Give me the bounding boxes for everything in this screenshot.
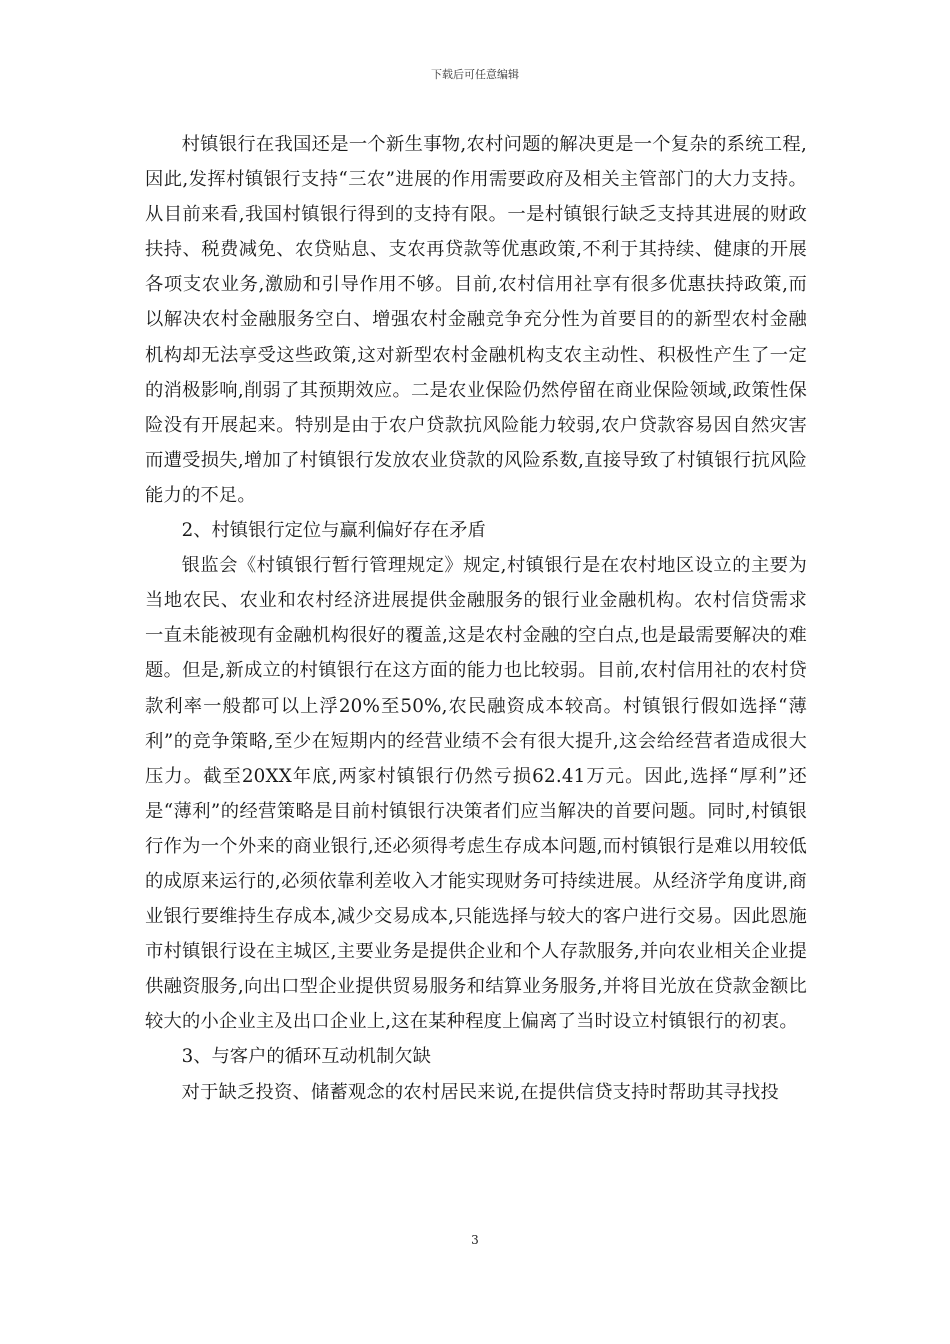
document-body (145, 127, 807, 1110)
paragraph-customer-interaction: 对于缺乏投资、储蓄观念的农村居民来说,在提供信贷支持时帮助其寻找投 (181, 1081, 780, 1103)
page-header: 下载后可任意编辑 (431, 68, 519, 81)
page-number: 3 (471, 1233, 479, 1247)
section-heading-2: 2、村镇银行定位与赢利偏好存在矛盾 (181, 520, 486, 542)
section-heading-3: 3、与客户的循环互动机制欠缺 (181, 1046, 431, 1068)
paragraph-support-issues: 村镇银行在我国还是一个新生事物,农村问题的解决更是一个复杂的系统工程,因此,发挥村镇银行支持“三农”进展的作用需要政府及相关主管部门的大力支持。从目前来看,我国村镇银行得到的支持有限。一是村镇银行缺乏支持其进展的财政扶持、税费减免、农贷贴息、支农再贷款等优惠政策,不利于其持续、健康的开展各项支农业务,激励和引导作用不够。目前,农村信用社享有很多优惠扶持政策,而以解决农村金融服务空白、增强农村金融竞争充分性为首要目的的新型农村金融机构却无法享受这些政策,这对新型农村金融机构支农主动性、积极性产生了一定的消极影响,削弱了其预期效应。二是农业保险仍然停留在商业保险领域,政策性保险没有开展起来。特别是由于农户贷款抗风险能力较弱,农户贷款容易因自然灾害而遭受损失,增加了村镇银行发放农业贷款的风险系数,直接导致了村镇银行抗风险能力的不足。 (145, 134, 807, 506)
paragraph-positioning-conflict: 银监会《村镇银行暂行管理规定》规定,村镇银行是在农村地区设立的主要为当地农民、农业和农村经济进展提供金融服务的银行业金融机构。农村信贷需求一直未能被现有金融机构很好的覆盖,这是农村金融的空白点,也是最需要解决的难题。但是,新成立的村镇银行在这方面的能力也比较弱。目前,农村信用社的农村贷款利率一般都可以上浮20%至50%,农民融资成本较高。村镇银行假如选择“薄利”的竞争策略,至少在短期内的经营业绩不会有很大提升,这会给经营者造成很大压力。截至20XX年底,两家村镇银行仍然亏损62.41万元。因此,选择“厚利”还是“薄利”的经营策略是目前村镇银行决策者们应当解决的首要问题。同时,村镇银行作为一个外来的商业银行,还必须得考虑生存成本问题,而村镇银行是难以用较低的成原来运行的,必须依靠利差收入才能实现财务可持续进展。从经济学角度讲,商业银行要维持生存成本,减少交易成本,只能选择与较大的客户进行交易。因此恩施市村镇银行设在主城区,主要业务是提供企业和个人存款服务,并向农业相关企业提供融资服务,向出口型企业提供贸易服务和结算业务服务,并将目光放在贷款金额比较大的小企业主及出口企业上,这在某种程度上偏离了当时设立村镇银行的初衷。 (145, 555, 807, 1033)
